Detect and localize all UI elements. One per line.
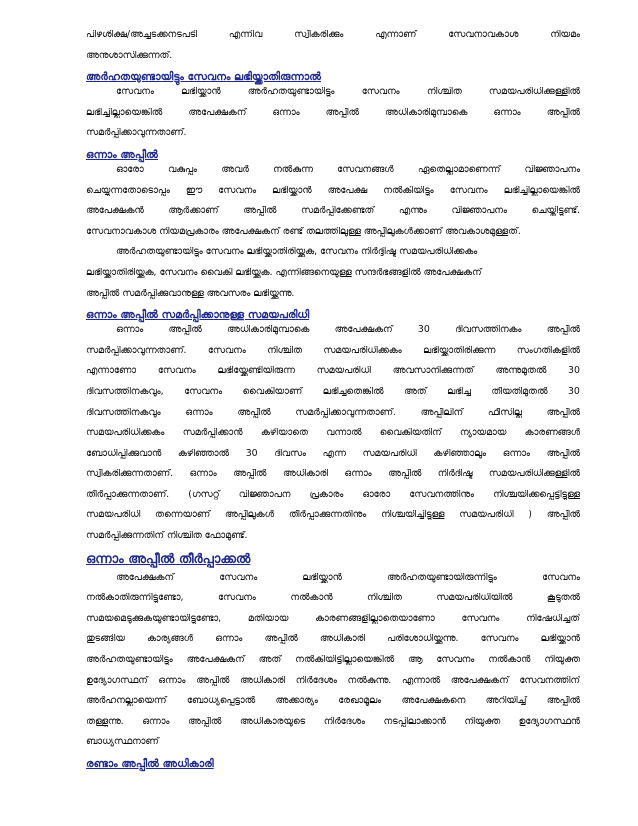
word: സേവനം bbox=[219, 572, 258, 583]
word: സമയപരിധിയിൽ bbox=[436, 593, 513, 604]
word: പിഴശിക്ഷ/അച്ചടക്കനടപടി bbox=[86, 30, 197, 40]
word: ആർക്കാണ് bbox=[168, 206, 219, 217]
word: ഒന്നാം bbox=[493, 107, 521, 118]
word: സമയപരിധിക്കകം bbox=[323, 345, 402, 356]
word: ഒന്നാം bbox=[116, 325, 144, 336]
word: അപ്പീൽ bbox=[237, 407, 271, 418]
word: എന്നിവ bbox=[228, 30, 263, 40]
word: എന്നാൽ bbox=[401, 675, 441, 686]
word: വിജ്ഞാപന bbox=[238, 489, 291, 500]
word: ഫീസില്ല bbox=[487, 407, 522, 418]
paragraph-line bbox=[86, 206, 580, 216]
word: നടപ്പിലാക്കാൻ bbox=[383, 716, 446, 727]
word: സമയമെടുക്കുകയുണ്ടായിട്ടുണ്ടോ, bbox=[86, 613, 222, 624]
word: അവർ bbox=[221, 164, 249, 175]
paragraph-line bbox=[86, 30, 580, 40]
word: കാരണങ്ങൾ bbox=[524, 428, 580, 439]
section-heading: രണ്ടാം അപ്പീൽ അധികാരി bbox=[86, 758, 214, 770]
word: വന്നാൽ bbox=[326, 428, 362, 439]
word: കൂടുതൽ bbox=[546, 593, 580, 604]
word: നിശ്ചിത bbox=[267, 345, 302, 356]
word: നൽകിയിട്ടില്ലായെങ്കിൽ bbox=[295, 655, 395, 666]
word: നിശ്ചയിച്ചിട്ടുള്ള bbox=[380, 510, 445, 521]
word: സേവനം bbox=[461, 613, 500, 624]
word: സേവനാവകാശ bbox=[448, 30, 519, 40]
word: സമർപ്പിക്കേണ്ടത് bbox=[300, 206, 375, 217]
word: സേവനത്തിനും bbox=[409, 489, 474, 500]
word: ദിവസം bbox=[274, 448, 306, 459]
paragraph-line bbox=[86, 387, 580, 397]
word: അധികാരിമുമ്പാകെ bbox=[226, 325, 310, 336]
word: കാര്യങ്ങൾ bbox=[146, 634, 194, 645]
word: 30 bbox=[568, 366, 580, 377]
word: അപ്പീൽ bbox=[546, 325, 580, 336]
word: സേവനം bbox=[184, 386, 223, 397]
word: അപ്പീൽ bbox=[243, 206, 277, 217]
word: സേവനം bbox=[480, 634, 519, 645]
word: ദിവസത്തിനകം bbox=[455, 325, 522, 336]
word: അപേക്ഷകന് bbox=[186, 655, 245, 666]
word: തീർപ്പാക്കുന്നതിനും bbox=[288, 510, 367, 521]
word: കഴിഞ്ഞാലും bbox=[433, 448, 487, 459]
word: അപ്പീൽ bbox=[188, 716, 222, 727]
word: സമയപരിധിക്കുള്ളിൽ bbox=[488, 87, 580, 98]
paragraph-line bbox=[86, 696, 580, 706]
word: ലഭിയ്ക്കാൻ bbox=[540, 634, 580, 645]
word: ന്യായമായ bbox=[459, 428, 507, 439]
word: കഴിയാതെ bbox=[260, 428, 308, 439]
paragraph-line bbox=[86, 408, 580, 418]
word: ഒന്നാം bbox=[344, 469, 372, 480]
word: അപ്പീൽ bbox=[196, 675, 230, 686]
paragraph-line: സമർപ്പിക്കാവുന്നതാണ്. bbox=[86, 128, 187, 139]
word: സേവനം bbox=[449, 185, 488, 196]
word: ഒന്നാം bbox=[502, 448, 530, 459]
word: അർഹനല്ലായെന്ന് bbox=[86, 696, 167, 707]
word: ചെയ്തിട്ടുണ്ട്. bbox=[531, 206, 580, 217]
word: 30 bbox=[245, 448, 258, 459]
word: ഉദ്യോഗസ്ഥന് bbox=[86, 675, 148, 686]
word: നൽകുന്ന bbox=[273, 164, 313, 175]
word: സേവനത്തിന് bbox=[519, 675, 580, 686]
word: ആ bbox=[408, 655, 423, 666]
word: ദിവസത്തിനകവും, bbox=[86, 386, 164, 397]
word: ദിവസത്തിനകവും bbox=[86, 407, 161, 418]
paragraph-line bbox=[86, 469, 580, 479]
word: സമയപരിധി bbox=[316, 366, 371, 377]
paragraph-line: ബാധ്യസ്ഥനാണ് bbox=[86, 737, 159, 748]
word: അറിയിച്ച് bbox=[485, 696, 527, 707]
paragraph-line bbox=[86, 717, 580, 727]
word: സമയപരിധിക്കുള്ളിൽ bbox=[488, 469, 580, 480]
word: ലഭിയ്ക്കാൻ bbox=[181, 87, 221, 98]
word: ബോധ്യപ്പെട്ടാൽ bbox=[186, 696, 256, 707]
word: തള്ളുന്നു. bbox=[86, 716, 124, 727]
word: വൈകിയതിന് bbox=[379, 428, 442, 439]
word: സേവനം bbox=[207, 345, 246, 356]
word: നൽകാതിരുന്നിട്ടുണ്ടോ, bbox=[86, 593, 184, 604]
word: ഓരോ bbox=[362, 489, 391, 500]
word: കാരണങ്ങളില്ലാതെയാണോ bbox=[315, 613, 435, 624]
word: അർഹതയുണ്ടായിരുന്നിട്ടും bbox=[387, 572, 497, 583]
word: എന്നാണ് bbox=[375, 30, 417, 40]
paragraph-line: ലഭിയ്ക്കാതിരിയ്ക്കുക, സേവനം വൈകി ലഭിയ്ക്കുക. എന്നിങ്ങനെയുള്ള സന്ദർഭങ്ങളിൽ അപേക്ഷകന് bbox=[86, 267, 482, 278]
word: അപ്പീൽ bbox=[546, 107, 580, 118]
word: അർഹതയുണ്ടായിട്ടും bbox=[86, 655, 173, 666]
word: തുടങ്ങിയ bbox=[86, 634, 125, 645]
word: തീർപ്പാക്കുന്നതാണ്. bbox=[86, 489, 170, 500]
word: സമർപ്പിക്കാവുന്നതാണ്. bbox=[295, 407, 396, 418]
word: അത് bbox=[404, 386, 427, 397]
word: പ്രകാരം bbox=[309, 489, 344, 500]
word: അന്നുമുതൽ bbox=[495, 366, 547, 377]
paragraph-line bbox=[86, 655, 580, 665]
word: ഒന്നാം bbox=[158, 675, 186, 686]
paragraph-line bbox=[86, 87, 580, 97]
paragraph-line bbox=[86, 634, 580, 644]
word: അപേക്ഷകൻ bbox=[86, 206, 144, 217]
word: അപ്പീൽ bbox=[546, 510, 580, 521]
word: സേവനം bbox=[218, 185, 257, 196]
word: അപേക്ഷകന് bbox=[116, 572, 174, 583]
word: ഒന്നാം bbox=[272, 107, 300, 118]
word: ലഭിയ്ക്കാതിരിക്കുന്ന bbox=[423, 345, 496, 356]
word: സമയപരിധി bbox=[362, 448, 417, 459]
word: അക്കാര്യം bbox=[275, 696, 318, 707]
word: ഒന്നാം bbox=[185, 407, 213, 418]
word: സേവനം bbox=[361, 87, 400, 98]
word: നിശ്ചയിക്കപ്പെട്ടിട്ടുള്ള bbox=[493, 489, 580, 500]
word: നിയുക്ത bbox=[464, 716, 500, 727]
word: നിർദേശം bbox=[323, 716, 365, 727]
word: സേവനം bbox=[116, 87, 154, 98]
paragraph-line bbox=[86, 428, 580, 438]
word: ) bbox=[528, 510, 532, 521]
paragraph-line bbox=[86, 108, 580, 118]
word: ലഭിയ്ക്കാൻ bbox=[272, 185, 312, 196]
paragraph-line bbox=[86, 449, 580, 459]
word: സേവനം bbox=[217, 593, 256, 604]
word: ലഭിയ്ക്കാൻ bbox=[302, 572, 342, 583]
word: മതിയായ bbox=[247, 613, 289, 624]
word: അധികാരി bbox=[239, 675, 286, 686]
word: അപ്പീലിന് bbox=[420, 407, 464, 418]
word: അധികാരി bbox=[282, 469, 328, 480]
word: അധികാരയുടെ bbox=[239, 716, 306, 727]
paragraph-line: അനുശാസിക്കുന്നത്. bbox=[86, 50, 173, 61]
word: സമയപരിധിക്കകം bbox=[86, 428, 165, 439]
word: അപേക്ഷകന് bbox=[450, 675, 509, 686]
paragraph-line bbox=[86, 366, 580, 376]
word: നൽകുന്നു. bbox=[347, 675, 392, 686]
word: നിയുക്ത bbox=[544, 655, 580, 666]
word: ഈ bbox=[185, 185, 203, 196]
word: ലഭിച്ചില്ലായെങ്കിൽ bbox=[86, 107, 163, 118]
word: അപ്പീൽ bbox=[264, 634, 298, 645]
section-heading: ഒന്നാം അപ്പീൽ തീർപ്പാക്കൽ bbox=[86, 551, 251, 567]
word: ഓരോ bbox=[116, 164, 144, 175]
word: വിജ്ഞാപനം bbox=[524, 164, 580, 175]
paragraph-line bbox=[86, 490, 580, 500]
word: സേവനങ്ങൾ bbox=[337, 164, 394, 175]
paragraph-line: സമർപ്പിക്കുന്നതിന് നിശ്ചിത ഫോമുണ്ട്. bbox=[86, 531, 248, 542]
word: അപേക്ഷകന് bbox=[334, 325, 393, 336]
word: വകുപ്പും bbox=[167, 164, 197, 175]
word: അത് bbox=[258, 655, 282, 666]
word: കഴിഞ്ഞാൽ bbox=[177, 448, 229, 459]
section-heading: ഒന്നാം അപ്പീൽ സമർപ്പിക്കാനുള്ള സമയപരിധി bbox=[86, 309, 310, 322]
word: സമർപ്പിക്കാൻ bbox=[182, 428, 243, 439]
word: നൽകാൻ bbox=[290, 593, 333, 604]
word: സേവനം bbox=[436, 655, 475, 666]
word: അപ്പീൽ bbox=[546, 448, 580, 459]
word: സ്വീകരിക്കുന്നതാണ്. bbox=[86, 469, 174, 480]
word: അപ്പീൽ bbox=[388, 469, 422, 480]
word: അപ്പീൽ bbox=[233, 469, 267, 480]
section-heading: ഒന്നാം അപ്പീൽ bbox=[86, 148, 158, 161]
word: ഒന്നാം bbox=[215, 634, 243, 645]
word: സംഗതികളിൽ bbox=[516, 345, 580, 356]
word: അർഹതയുണ്ടായിട്ടും bbox=[247, 87, 335, 98]
word: എന്ന bbox=[322, 448, 346, 459]
word: സമയപരിധി bbox=[459, 510, 514, 521]
paragraph-line bbox=[86, 676, 580, 686]
word: എന്നാണോ bbox=[86, 366, 137, 377]
word: രേഖാമൂലം bbox=[338, 696, 382, 707]
word: അധികാരിമുമ്പാകെ bbox=[384, 107, 468, 118]
section-heading: അർഹതയുണ്ടായിട്ടും സേവനം ലഭിയ്ക്കാതിരുന്നാൽ bbox=[86, 71, 322, 84]
paragraph-line: സേവനാവകാശ നിയമപ്രകാരം അപേക്ഷകന് രണ്ട് തലത്തിലുള്ള അപ്പീലുകൾക്കാണ് അവകാശമുള്ളത്. bbox=[86, 226, 521, 237]
word: സമയപരിധി bbox=[86, 510, 141, 521]
paragraph-line bbox=[86, 573, 580, 583]
word: അപേക്ഷ bbox=[327, 185, 368, 196]
word: 30 bbox=[567, 386, 580, 397]
word: അപ്പീൽ bbox=[325, 107, 359, 118]
paragraph-line bbox=[86, 593, 580, 603]
word: അപ്പീലുകൾ bbox=[224, 510, 275, 521]
paragraph-line bbox=[86, 510, 580, 520]
word: സമർപ്പിക്കാവുന്നതാണ്. bbox=[86, 345, 187, 356]
paragraph-line bbox=[86, 346, 580, 356]
word: നൽകാൻ bbox=[488, 655, 531, 666]
word: നിശ്ചിത bbox=[426, 87, 462, 98]
word: ഉദ്യോഗസ്ഥൻ bbox=[518, 716, 580, 727]
word: നൽകിയിട്ടും bbox=[383, 185, 434, 196]
word: അപ്പീൽ bbox=[168, 325, 202, 336]
word: നിയമം bbox=[550, 30, 580, 40]
word: അപ്പീൽ bbox=[546, 407, 580, 418]
word: 30 bbox=[417, 325, 430, 336]
word: അധികാരി bbox=[319, 634, 366, 645]
paragraph-line bbox=[86, 165, 580, 175]
word: അപ്പീൽ bbox=[546, 696, 580, 707]
word: അവസാനിക്കുന്നത് bbox=[392, 366, 474, 377]
paragraph-line: അപ്പീൽ സമർപ്പിക്കുവാനുള്ള അവസരം ലഭിയ്ക്കുന്നു. bbox=[86, 288, 295, 299]
word: നിർദിഷ്ട bbox=[437, 469, 473, 480]
word: സ്വീകരിക്കും bbox=[294, 30, 344, 40]
word: സേവനം bbox=[542, 572, 580, 583]
word: നിശ്ചിത bbox=[367, 593, 402, 604]
paragraph-line bbox=[86, 325, 580, 335]
word: ബോധിപ്പിക്കുവാൻ bbox=[86, 448, 162, 459]
word: ലഭിച്ചില്ലായെങ്കിൽ bbox=[503, 185, 580, 196]
paragraph-line bbox=[86, 614, 580, 624]
paragraph-line: അർഹതയുണ്ടായിട്ടും സേവനം ലഭിയ്ക്കാതിരിയ്ക്കുക, സേവനം നിർദ്ദിഷ്ട സമയപരിധിക്കകം bbox=[116, 247, 478, 258]
paragraph-line bbox=[86, 186, 580, 196]
word: തീയതിമുതൽ bbox=[491, 386, 548, 397]
word: പരിശോധിയ്ക്കുന്നു. bbox=[387, 634, 459, 645]
word: ലഭിയ്ക്കേണ്ടിയിരുന്ന bbox=[217, 366, 295, 377]
word: നിഷേധിച്ചത് bbox=[526, 613, 580, 624]
word: അപേക്ഷകനെ bbox=[401, 696, 466, 707]
word: എന്നും bbox=[398, 206, 427, 217]
word: അപേക്ഷകന് bbox=[188, 107, 247, 118]
word: ലഭിച്ചതെങ്കിൽ bbox=[322, 386, 384, 397]
word: സേവനം bbox=[157, 366, 196, 377]
word: ഒന്നാം bbox=[142, 716, 170, 727]
word: (ഗസറ്റ് bbox=[188, 489, 220, 500]
word: ലഭിച്ച bbox=[447, 386, 471, 397]
word: ചെയ്യുന്നതോടൊപ്പം bbox=[86, 185, 170, 196]
word: നിർദേശം bbox=[295, 675, 337, 686]
word: വൈകിയാണ് bbox=[242, 386, 303, 397]
word: ഏതെല്ലാമാണെന്ന് bbox=[417, 164, 501, 175]
word: തന്നെയാണ് bbox=[155, 510, 211, 521]
word: ഒന്നാം bbox=[189, 469, 217, 480]
word: വിജ്ഞാപനം bbox=[451, 206, 507, 217]
